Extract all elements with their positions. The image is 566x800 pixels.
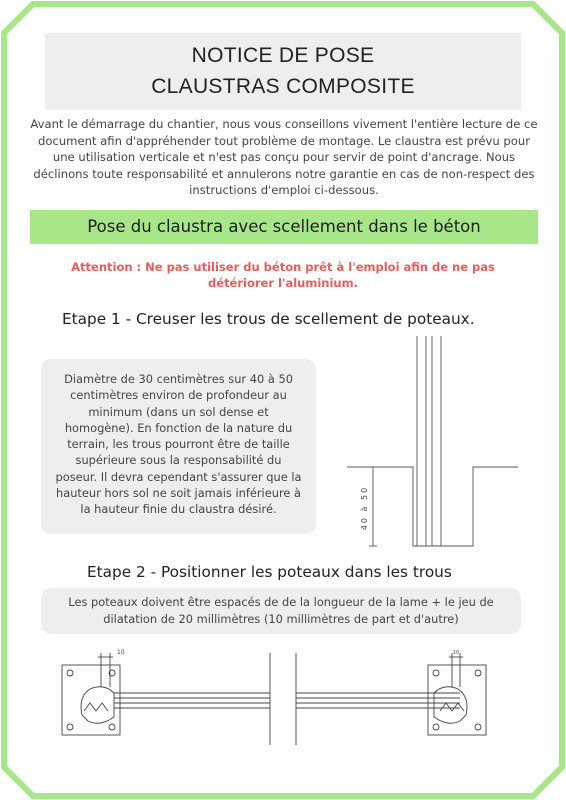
step1-text-box bbox=[41, 359, 316, 534]
step2-title: Etape 2 - Positionner les poteaux dans les trous bbox=[87, 563, 452, 581]
section-banner bbox=[30, 210, 538, 244]
gap-label-left: 10 bbox=[117, 649, 125, 656]
depth-dimension-label: 40 à 50 bbox=[360, 485, 369, 531]
attention-warning: Attention : Ne pas utiliser du béton prêt à l'emploi afin de ne pas détériorer l'aluminium. bbox=[71, 260, 495, 290]
step1-title: Etape 1 - Creuser les trous de scellement de poteaux. bbox=[62, 310, 475, 328]
post-hole-diagram bbox=[343, 336, 523, 551]
document-title-line1: NOTICE DE POSE bbox=[191, 44, 375, 67]
step1-text: Diamètre de 30 centimètres sur 40 à 50 centimètres environ de profondeur au minimum (dans un sol dense et homogène). En fonction de la nature du terrain, les trous pourront être de taille supérieure sous la responsabilité du poseur. Il devra cependant s'assurer que la hauteur hors sol ne soit jamais inférieure à la hauteur finie du claustra désiré. bbox=[55, 372, 302, 517]
step2-text-box bbox=[41, 588, 521, 634]
intro-paragraph: Avant le démarrage du chantier, nous vous conseillons vivement l'entière lecture de ce document afin d'appréhender tout problème de montage. Le claustra est prévu pour une utilisation verticale et n'est pas conçu pour servir de point d'ancrage. Nous déclinons toute responsabilité et annulerons notre garantie en cas de non-respect des instructions d'emploi ci-dessous. bbox=[30, 117, 538, 198]
gap-label-right: 10 bbox=[452, 650, 460, 656]
step2-text: Les poteaux doivent être espacés de de la longueur de la lame + le jeu de dilatation de 20 millimètres (10 millimètres de part et d'autre) bbox=[68, 595, 494, 626]
document-title-line2: CLAUSTRAS COMPOSITE bbox=[151, 75, 415, 98]
title-box bbox=[45, 33, 521, 110]
post-plan-diagram-right bbox=[292, 645, 512, 745]
post-plan-diagram-left bbox=[60, 645, 280, 745]
section-banner-title: Pose du claustra avec scellement dans le béton bbox=[87, 217, 481, 236]
